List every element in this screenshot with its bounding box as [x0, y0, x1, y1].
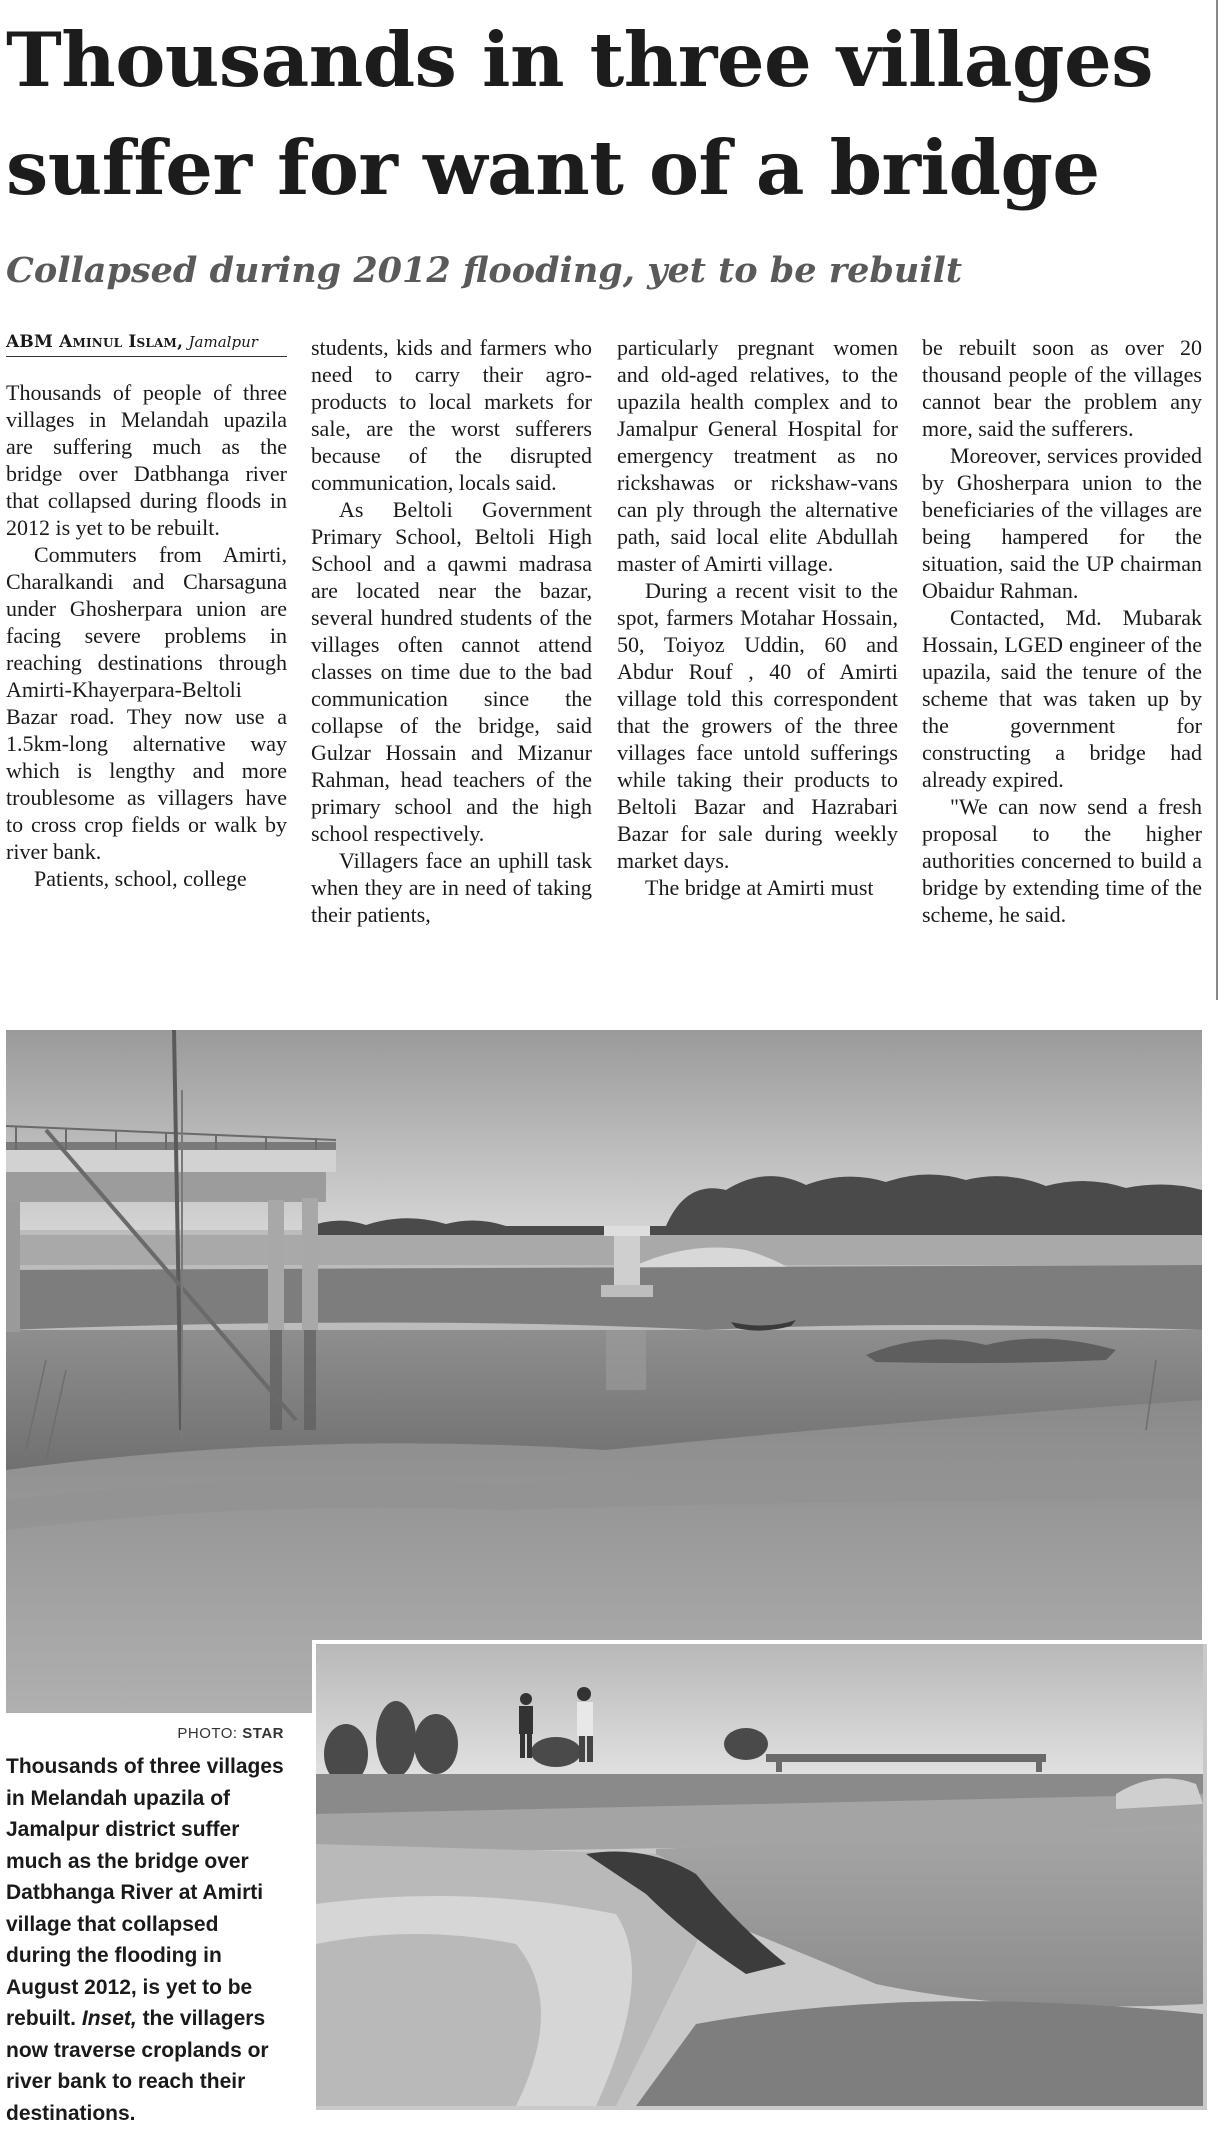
- inset-photo: [312, 1640, 1207, 2110]
- paragraph: Patients, school, college: [34, 866, 247, 891]
- paragraph: Villagers face an uphill task when they are in need of taking their patients,: [311, 848, 592, 927]
- caption-main: Thousands of three villages in Melandah upazila of Jamalpur district suffer much as the bridge over Datbhanga River at Amirti village that collapsed during the flooding in August 2012, is yet to be rebuilt.: [6, 1755, 284, 2030]
- paragraph: particularly pregnant women and old-aged relatives, to the upazila health complex and to Jamalpur General Hospital for emergency treatment as no rickshawas or rickshaw-vans can ply through the alternative path, said local elite Abdullah master of Amirti village.: [617, 335, 898, 576]
- photo-credit: [172, 1725, 284, 1742]
- caption-inset-label: Inset,: [81, 2007, 137, 2030]
- photo-credit-source: STAR: [242, 1725, 284, 1742]
- paragraph: students, kids and farmers who need to carry their agro-products to local markets for sale, are the worst sufferers because of the disrupted communication, locals said.: [311, 335, 592, 495]
- paragraph: Thousands of people of three villages in Melandah upazila are suffering much as the bridge over Datbhanga river that collapsed during floods in 2012 is yet to be rebuilt.: [6, 380, 287, 540]
- article-column-2: [311, 334, 592, 928]
- villagers-walking-photo: [316, 1644, 1203, 2106]
- byline-place: Jamalpur: [188, 333, 258, 351]
- caption-inset: the villagers now traverse croplands or river bank to reach their destinations.: [6, 2007, 269, 2125]
- main-photo: [6, 1030, 1202, 1713]
- paragraph: Commuters from Amirti, Charalkandi and Charsaguna under Ghosherpara union are facing severe problems in reaching destinations through Amirti-Khayerpara-Beltoli Bazar road. They now use a 1.5km-long alternative way which is lengthy and more troublesome as villagers have to cross crop fields or walk by river bank.: [6, 542, 287, 864]
- paragraph: As Beltoli Government Primary School, Beltoli High School and a qawmi madrasa are located near the bazar, several hundred students of the villages often cannot attend classes on time due to the bad communication since the collapse of the bridge, said Gulzar Hossain and Mizanur Rahman, head teachers of the primary school and the high school respectively.: [311, 497, 592, 846]
- article-column-3: [617, 334, 898, 901]
- paragraph: "We can now send a fresh proposal to the higher authorities concerned to build a bridge by extending time of the scheme, he said.: [922, 794, 1202, 927]
- paragraph: Moreover, services provided by Ghosherpara union to the beneficiaries of the villages are being hampered for the situation, said the UP chairman Obaidur Rahman.: [922, 443, 1202, 603]
- paragraph: be rebuilt soon as over 20 thousand people of the villages cannot bear the problem any more, said the sufferers.: [922, 335, 1202, 441]
- article-column-4: [922, 334, 1202, 928]
- collapsed-bridge-photo: [6, 1030, 1202, 1713]
- byline: [6, 332, 287, 357]
- paragraph: Contacted, Md. Mubarak Hossain, LGED engineer of the upazila, said the tenure of the scheme that was taken up by the government for constructing a bridge had already expired.: [922, 605, 1202, 792]
- paragraph: During a recent visit to the spot, farmers Motahar Hossain, 50, Toiyoz Uddin, 60 and Abdur Rouf , 40 of Amirti village told this correspondent that the growers of the three villages face untold sufferings while taking their products to Beltoli Bazar and Hazrabari Bazar for sale during weekly market days.: [617, 578, 898, 873]
- photo-caption: [6, 1751, 288, 2129]
- column-rule: [1216, 0, 1218, 1000]
- byline-author: ABM Aminul Islam,: [6, 332, 184, 352]
- subheadline: Collapsed during 2012 flooding, yet to be rebuilt: [6, 250, 963, 291]
- paragraph: The bridge at Amirti must: [645, 875, 874, 900]
- headline: Thousands in three villages suffer for want of a bridge: [6, 16, 1153, 212]
- photo-credit-prefix: PHOTO:: [177, 1725, 238, 1742]
- article-column-1: [6, 379, 287, 892]
